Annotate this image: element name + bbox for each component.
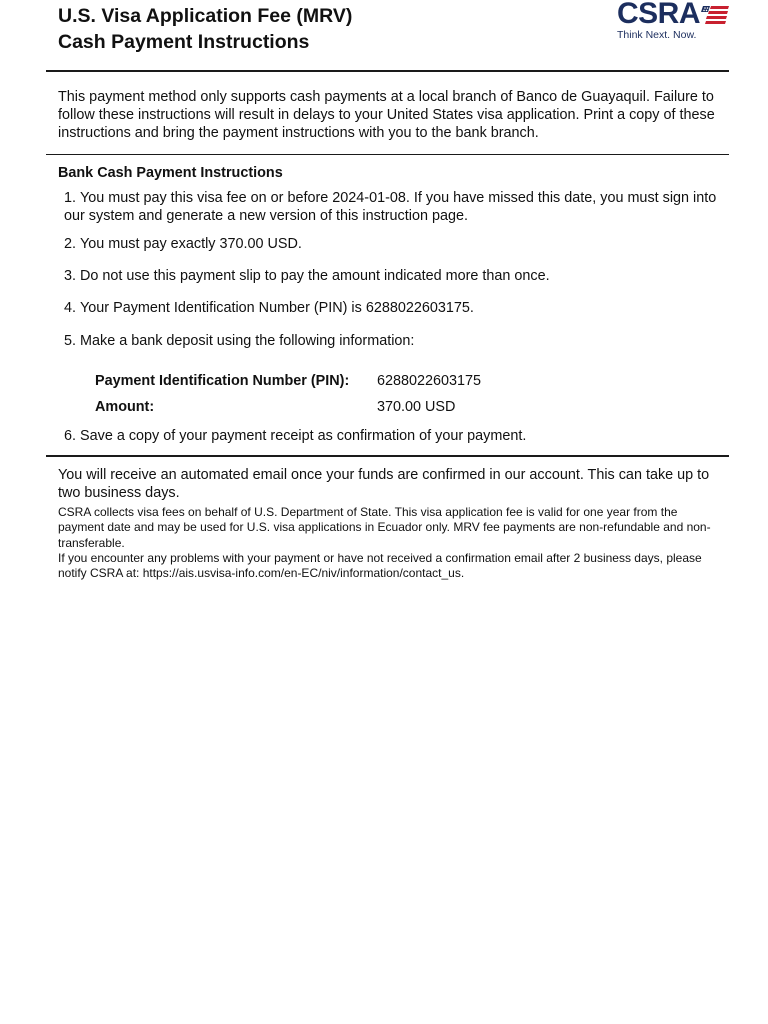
page-title xyxy=(58,3,352,55)
step-text: Do not use this payment slip to pay the amount indicated more than once. xyxy=(80,268,550,284)
csra-logo xyxy=(617,0,729,44)
instruction-step-5 xyxy=(64,332,717,420)
deposit-label: Amount: xyxy=(95,399,155,415)
deposit-row-pin xyxy=(95,368,481,394)
step-text: Your Payment Identification Number (PIN) is 6288022603175. xyxy=(80,300,474,316)
deposit-value: 6288022603175 xyxy=(377,373,482,389)
step-number: 5. xyxy=(64,333,77,349)
step-number: 2. xyxy=(64,236,77,252)
footer-notes xyxy=(46,457,729,581)
step-text: Make a bank deposit using the following information: xyxy=(80,333,415,349)
payment-instructions-page xyxy=(46,0,729,581)
intro-section xyxy=(46,72,729,155)
instruction-step-4 xyxy=(64,299,717,317)
section-title: Bank Cash Payment Instructions xyxy=(58,165,283,181)
instruction-step-6 xyxy=(64,427,717,445)
confirmation-note: You will receive an automated email once your funds are confirmed in our account. This can take up to two business days. xyxy=(58,467,710,501)
contact-note: If you encounter any problems with your payment or have not received a confirmation email after 2 business days, please notify CSRA at: https://ais.usvisa-info.com/en-EC/niv/information/contact_us. xyxy=(58,550,702,581)
instruction-steps xyxy=(58,189,717,445)
step-number: 3. xyxy=(64,268,77,284)
step-number: 4. xyxy=(64,300,77,316)
bank-cash-payment-instructions xyxy=(46,155,729,457)
document-header xyxy=(46,0,729,72)
deposit-value: 370.00 USD xyxy=(377,399,456,415)
step-number: 1. xyxy=(64,190,77,206)
instruction-step-3 xyxy=(64,267,717,285)
step-text: Save a copy of your payment receipt as confirmation of your payment. xyxy=(80,428,527,444)
step-number: 6. xyxy=(64,428,77,444)
csra-logo-text: CSRA xyxy=(617,0,701,30)
deposit-row-amount xyxy=(95,394,481,420)
instruction-step-1 xyxy=(64,189,717,225)
us-flag-icon xyxy=(701,4,729,28)
intro-text: This payment method only supports cash payments at a local branch of Banco de Guayaquil. Failure to follow these instructions will result in delays to your United States visa application. Print a copy of these instructions and bring the payment instructions with you to the bank branch. xyxy=(58,89,715,141)
step-text: You must pay exactly 370.00 USD. xyxy=(80,236,302,252)
disclaimer-note: CSRA collects visa fees on behalf of U.S. Department of State. This visa application fee is valid for one year from the payment date and may be used for U.S. visa applications in Ecuador only. MRV fee payments are non-refundable and non-transferable. xyxy=(58,505,711,550)
step-text: You must pay this visa fee on or before 2024-01-08. If you have missed this date, you must sign into our system and generate a new version of this instruction page. xyxy=(64,190,717,224)
page-title-line-2: Cash Payment Instructions xyxy=(58,31,310,53)
page-title-line-1: U.S. Visa Application Fee (MRV) xyxy=(58,5,353,27)
deposit-label: Payment Identification Number (PIN): xyxy=(95,373,350,389)
csra-logo-tagline: Think Next. Now. xyxy=(617,29,697,41)
instruction-step-2 xyxy=(64,235,717,253)
deposit-info-table xyxy=(95,368,481,420)
